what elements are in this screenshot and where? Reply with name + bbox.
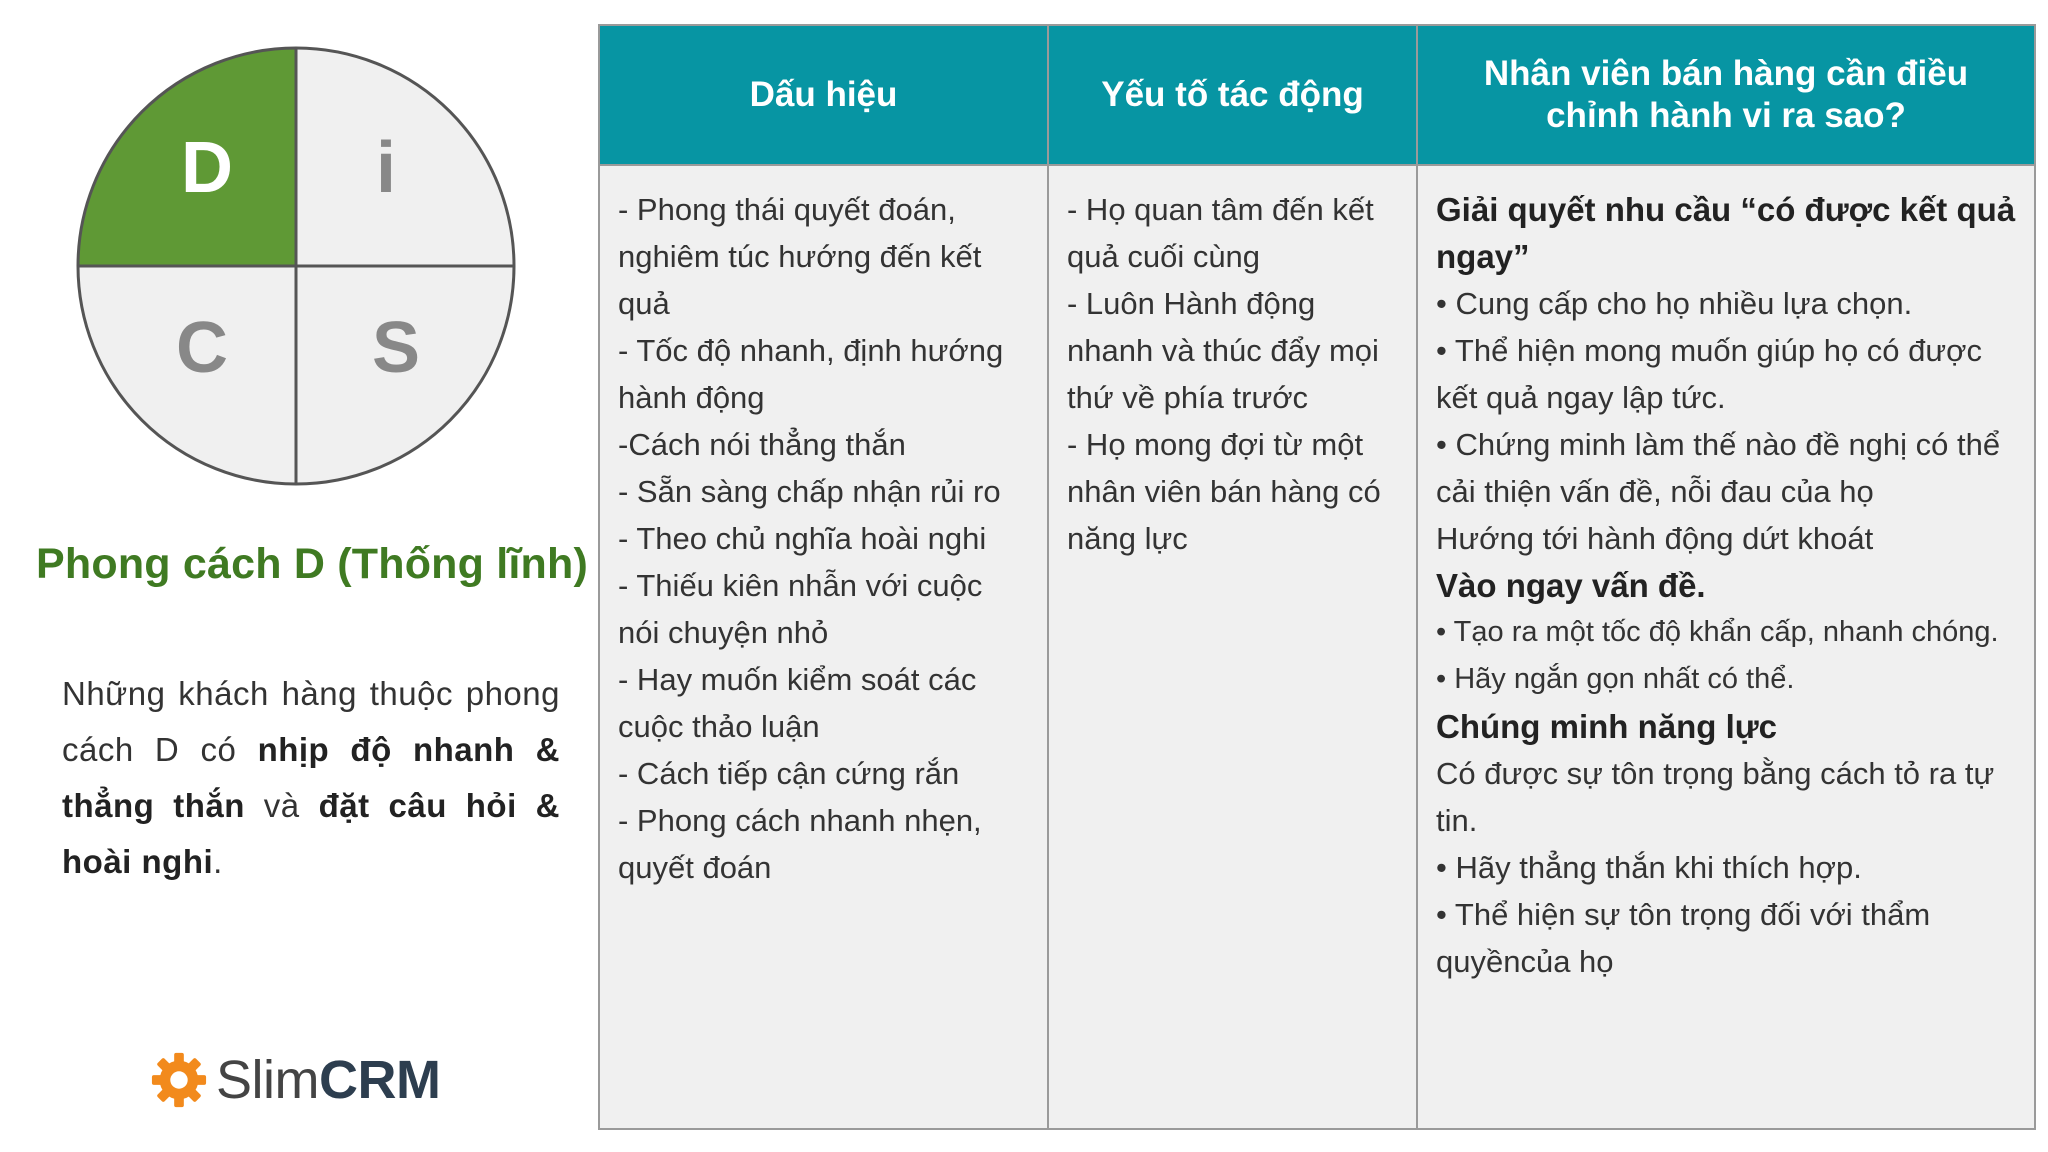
list-item: • Hãy thẳng thắn khi thích hợp. [1436,850,1862,885]
list-item: - Luôn Hành động nhanh và thúc đẩy mọi thứ về phía trước [1067,286,1379,415]
list-item: - Tốc độ nhanh, định hướng hành động [618,333,1004,415]
list-item: - Họ mong đợi từ một nhân viên bán hàng có năng lực [1067,427,1381,556]
header-dau-hieu: Dấu hiệu [599,25,1048,165]
cell-dau-hieu [599,165,1048,1129]
logo-text-slim: Slim [216,1050,319,1110]
desc-text-2: và [244,787,319,824]
list-item: • Thể hiện mong muốn giúp họ có được kết quả ngay lập tức. [1436,333,1982,415]
list-item: - Thiếu kiên nhẫn với cuộc nói chuyện nhỏ [618,568,983,650]
slimcrm-logo[interactable] [150,1045,440,1115]
list-item: -Cách nói thẳng thắn [618,427,906,462]
logo-wordmark [216,1049,440,1111]
desc-text-3: . [213,843,223,880]
list-item: • Thể hiện sự tôn trọng đối với thẩm quyềncủa họ [1436,897,1931,979]
table-row [599,165,2035,1129]
list-item: • Hãy ngắn gọn nhất có thể. [1436,663,1795,695]
list-item: - Cách tiếp cận cứng rắn [618,756,960,791]
disc-letter-c: C [176,308,228,388]
table-header-row [599,25,2035,165]
cell-dieu-chinh-hanh-vi [1417,165,2035,1129]
disc-style-table [598,24,2036,1130]
section-heading: Vào ngay vấn đề. [1436,567,1706,604]
gear-icon [150,1051,208,1109]
list-item: - Phong thái quyết đoán, nghiêm túc hướng đến kết quả [618,192,982,321]
style-description [62,666,560,890]
list-item: Hướng tới hành động dứt khoát [1436,521,1874,556]
disc-diagram [74,44,518,488]
cell-yeu-to-tac-dong [1048,165,1417,1129]
list-item: • Tạo ra một tốc độ khẩn cấp, nhanh chóng. [1436,616,1999,648]
style-title: Phong cách D (Thống lĩnh) [36,540,588,588]
logo-text-crm: CRM [319,1050,441,1110]
list-item: • Chứng minh làm thế nào đề nghị có thể cải thiện vấn đề, nỗi đau của họ [1436,427,2001,509]
disc-quadrant-i [296,48,514,266]
list-item: - Sẵn sàng chấp nhận rủi ro [618,474,1001,509]
disc-letter-d: D [181,128,233,208]
section-heading: Chúng minh năng lực [1436,708,1778,745]
section-heading: Giải quyết nhu cầu “có được kết quả ngay” [1436,191,2016,275]
header-yeu-to-tac-dong: Yếu tố tác động [1048,25,1417,165]
desc-text-1: Những khách hàng thuộc phong cách D có [62,675,560,768]
list-item: - Họ quan tâm đến kết quả cuối cùng [1067,192,1374,274]
desc-bold-1: nhịp độ nhanh & thẳng thắn [62,731,560,824]
header-dieu-chinh-hanh-vi: Nhân viên bán hàng cần điều chỉnh hành vi ra sao? [1417,25,2035,165]
list-item: - Theo chủ nghĩa hoài nghi [618,521,987,556]
disc-letter-i: i [375,128,397,208]
list-item: • Cung cấp cho họ nhiều lựa chọn. [1436,286,1913,321]
desc-bold-2: đặt câu hỏi & hoài nghi [62,787,560,880]
list-item: Có được sự tôn trọng bằng cách tỏ ra tự tin. [1436,756,1995,838]
list-item: - Hay muốn kiểm soát các cuộc thảo luận [618,662,977,744]
list-item: - Phong cách nhanh nhẹn, quyết đoán [618,803,982,885]
disc-letter-s: S [371,308,421,388]
